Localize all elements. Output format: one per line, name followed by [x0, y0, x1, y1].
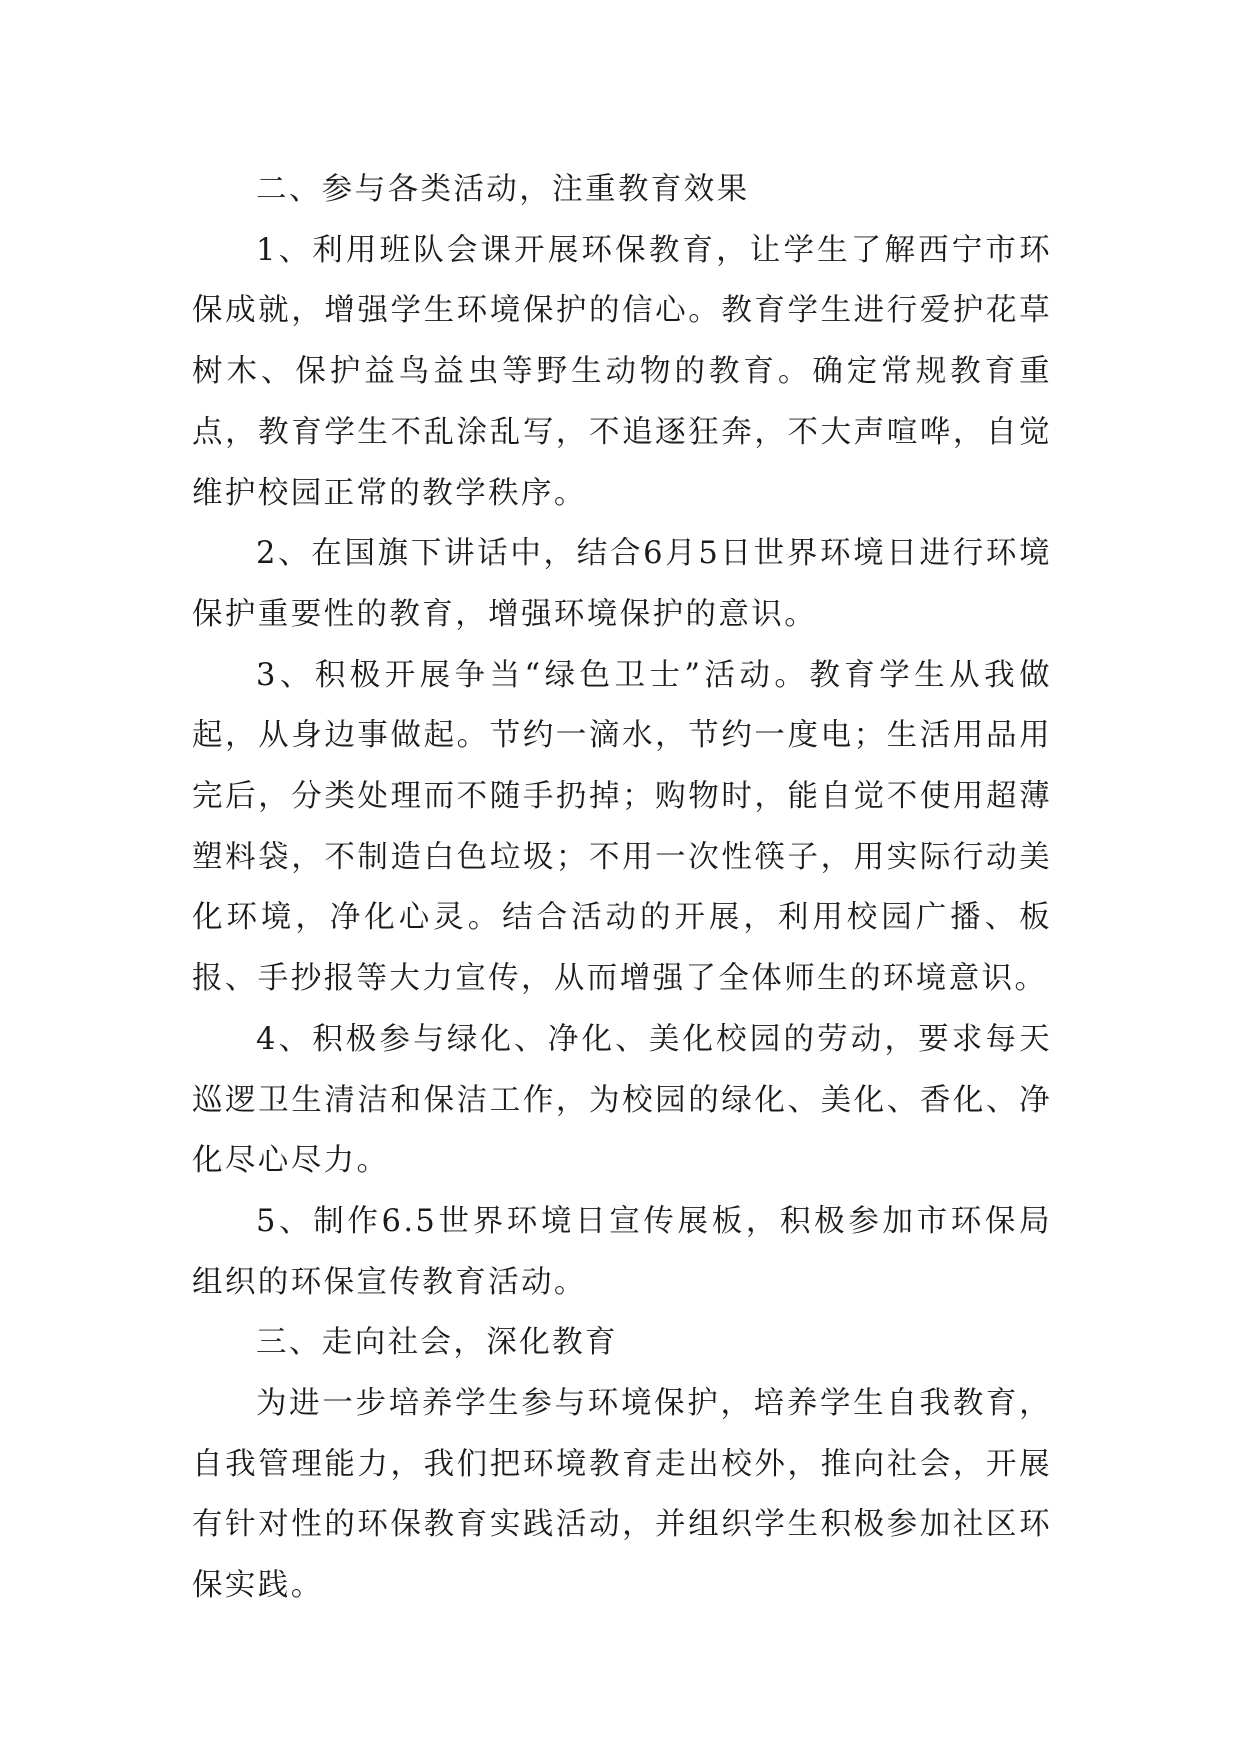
paragraph-item-5: 5、制作6.5世界环境日宣传展板，积极参加市环保局组织的环保宣传教育活动。 [192, 1203, 1052, 1300]
document-body [192, 160, 1052, 1617]
paragraph-item-3: 3、积极开展争当“绿色卫士”活动。教育学生从我做起，从身边事做起。节约一滴水，节约一度电；生活用品用完后，分类处理而不随手扔掉；购物时，能自觉不使用超薄塑料袋，不制造白色垃圾；不用一次性筷子，用实际行动美化环境，净化心灵。结合活动的开展，利用校园广播、板报、手抄报等大力宣传，从而增强了全体师生的环境意识。 [192, 657, 1052, 997]
section-heading-3: 三、走向社会，深化教育 [256, 1325, 618, 1361]
paragraph-item-2: 2、在国旗下讲话中，结合6月5日世界环境日进行环境保护重要性的教育，增强环境保护的意识。 [192, 536, 1052, 632]
paragraph-section-3-body: 为进一步培养学生参与环境保护，培养学生自我教育，自我管理能力，我们把环境教育走出校外，推向社会，开展有针对性的环保教育实践活动，并组织学生积极参加社区环保实践。 [192, 1386, 1052, 1604]
paragraph-item-1: 1、利用班队会课开展环保教育，让学生了解西宁市环保成就，增强学生环境保护的信心。教育学生进行爱护花草树木、保护益鸟益虫等野生动物的教育。确定常规教育重点，教育学生不乱涂乱写，不追逐狂奔，不大声喧哗，自觉维护校园正常的教学秩序。 [192, 232, 1052, 511]
paragraph-item-4: 4、积极参与绿化、净化、美化校园的劳动，要求每天巡逻卫生清洁和保洁工作，为校园的绿化、美化、香化、净化尽心尽力。 [192, 1021, 1052, 1179]
section-heading-2: 二、参与各类活动，注重教育效果 [256, 172, 750, 207]
